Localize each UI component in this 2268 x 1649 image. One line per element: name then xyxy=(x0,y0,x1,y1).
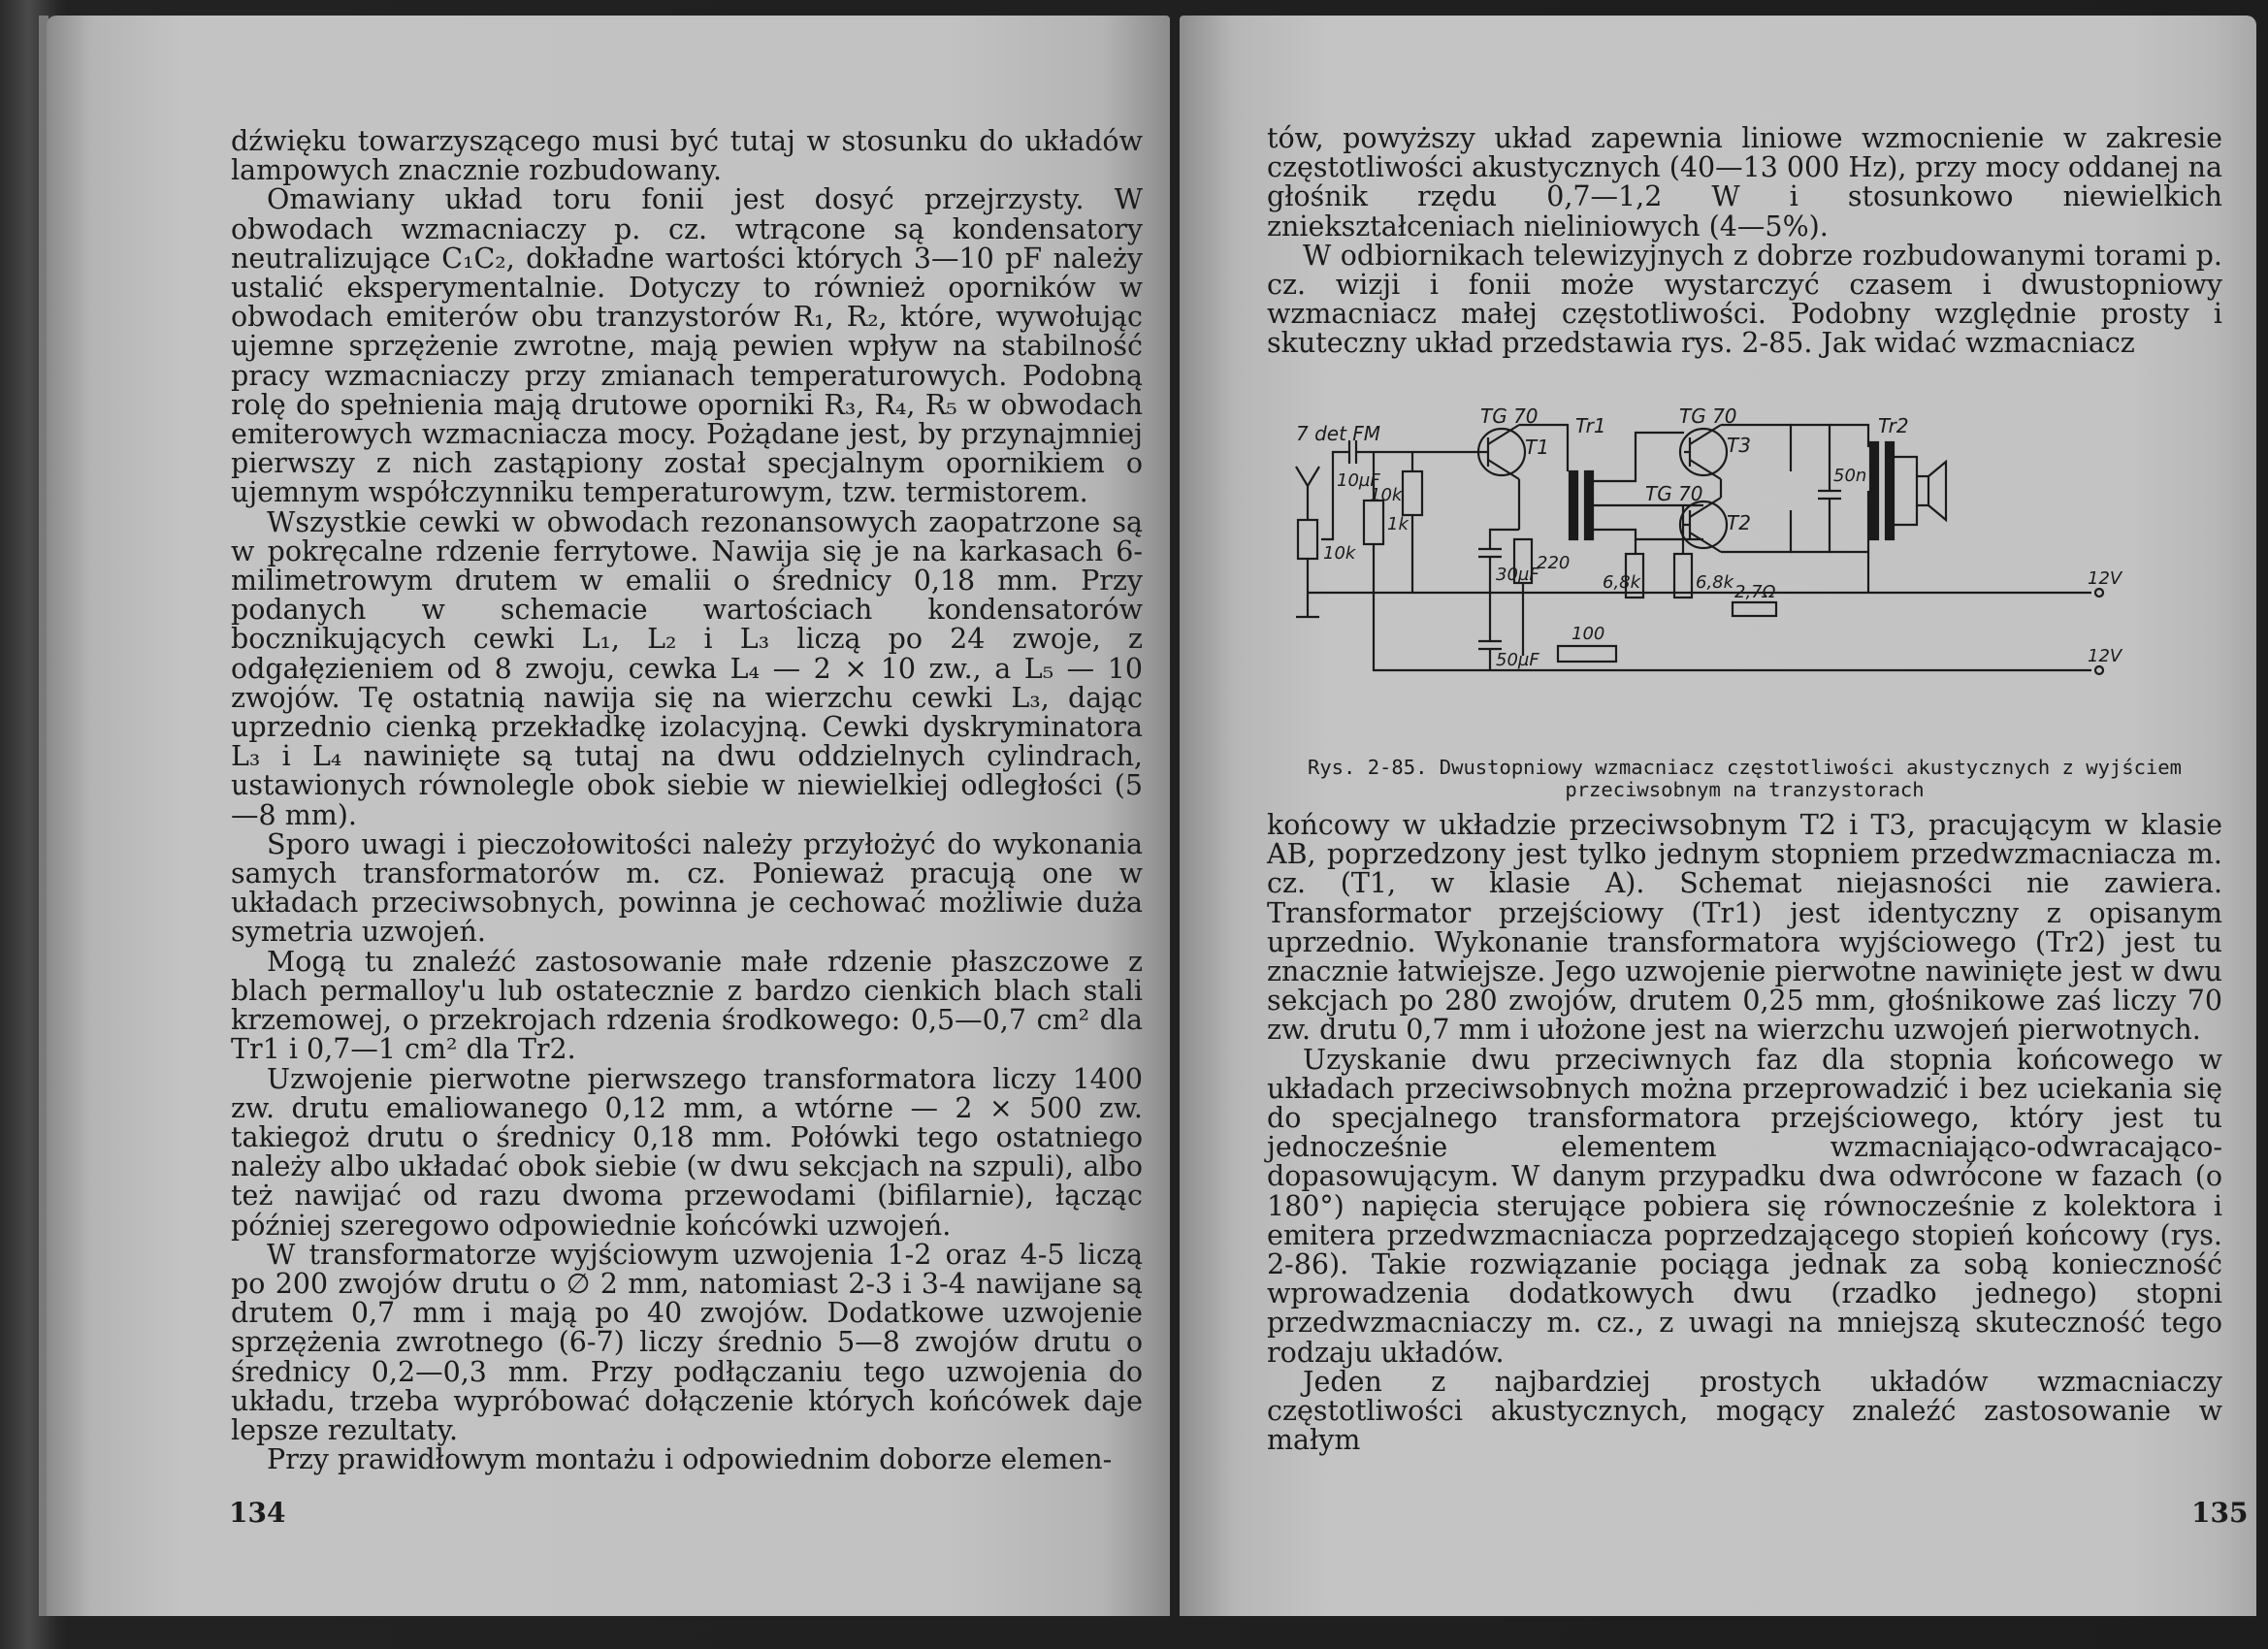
right-page xyxy=(1180,16,2256,1616)
label-c-30: 30µF xyxy=(1496,565,1539,585)
paragraph: Wszystkie cewki w obwodach rezonansowych zaopatrzone są w pokręcalne rdzenie ferrytowe. Nawija się je na karkasach 6-milimetrowym drutem w emalii o średnicy 0,18 mm. Przy podanych w schemacie wartościach kondensatorów bocznikujących cewki L₁, L₂ i L₃ liczą po 24 zwoje, z odgałęzieniem od 8 zwoju, cewka L₄ — 2 × 10 zw., a L₅ — 10 zwojów. Tę ostatnią nawija się na wierzchu cewki L₃, dając uprzednio cienką przekładkę izolacyjną. Cewki dyskryminatora L₃ i L₄ nawinięte są tutaj na dwu oddzielnych cylindrach, ustawionych równolegle obok siebie w niewielkiej odległości (5—8 mm). xyxy=(231,505,1143,831)
label-input: 7 det FM xyxy=(1296,422,1381,445)
tr2-core-primary xyxy=(1870,442,1878,539)
tr1-core-primary xyxy=(1570,471,1577,539)
resistor-1k xyxy=(1364,501,1383,544)
wire xyxy=(1830,425,1868,593)
speaker-cone xyxy=(1928,462,1946,520)
resistor-6k8-b xyxy=(1674,554,1692,598)
tr1-core-secondary xyxy=(1585,471,1593,539)
capacitor-50n xyxy=(1791,425,1841,552)
circuit-figure xyxy=(1277,394,2208,753)
left-page xyxy=(47,16,1170,1616)
label-r-68b: 6,8k xyxy=(1696,572,1734,593)
label-t1: T1 xyxy=(1525,436,1549,459)
paragraph: dźwięku towarzyszącego musi być tutaj w stosunku do układów lampowych znacznie rozbudowany. xyxy=(231,125,1143,187)
right-page-body-top xyxy=(1267,124,2222,359)
label-pot: 10k xyxy=(1323,543,1356,564)
terminal xyxy=(2095,666,2103,674)
potentiometer xyxy=(1298,520,1317,559)
paragraph: W transformatorze wyjściowym uzwojenia 1-2 oraz 4-5 liczą po 200 zwojów drutu o ∅ 2 mm, natomiast 2-3 i 3-4 nawijane są drutem 0,7 mm i mają po 40 zwojów. Dodatkowe uzwojenie sprzężenia zwrotnego (6-7) liczy średnio 5—8 zwojów drutu o średnicy 0,2—0,3 mm. Przy podłączaniu tego uzwojenia do układu, trzeba wypróbować dołączenie których końcówek daje lepsze rezultaty. xyxy=(231,1238,1143,1446)
label-r-220: 220 xyxy=(1537,553,1571,573)
paragraph: Omawiany układ toru fonii jest dosyć przejrzysty. W obwodach wzmacniaczy p. cz. wtrącone są kondensatory neutralizujące C₁C₂, dokładne wartości których 3—10 pF należy ustalić eksperymentalnie. Dotyczy to również oporników w obwodach emiterów obu tranzystorów R₁, R₂, które, wywołując ujemne sprzężenie zwrotne, mają pewien wpływ na stabilność pracy wzmacniaczy przy zmianach temperaturowych. Podobną rolę do spełnienia mają drutowe oporniki R₃, R₄, R₅ w obwodach emiterowych wzmacniacza mocy. Pożądane jest, by przynajmniej pierwszy z nich zastąpiony został specjalnym opornikiem o ujemnym współczynniku temperaturowym, tzw. termistorem. xyxy=(231,183,1143,509)
paragraph: Sporo uwagi i pieczołowitości należy przyłożyć do wykonania samych transformatorów m. cz. Ponieważ pracują one w układach przeciwsobnych, powinna je cechować możliwie duża symetria uzwojeń. xyxy=(231,827,1143,949)
resistor-10k xyxy=(1403,471,1422,515)
paragraph: Uzwojenie pierwotne pierwszego transformatora liczy 1400 zw. drutu emaliowanego 0,12 mm, a wtórne — 2 × 500 zw. takiegoż drutu o średnicy 0,18 mm. Połówki tego ostatniego należy albo układać obok siebie (w dwu sekcjach na szpuli), albo też nawijać od razu dwoma przewodami (bifilarnie), łącząc później szeregowo odpowiednie końcówki uzwojeń. xyxy=(231,1062,1143,1242)
paragraph: W odbiornikach telewizyjnych z dobrze rozbudowanymi torami p. cz. wizji i fonii może wystarczyć czasem i dwustopniowy wzmacniacz małej częstotliwości. Podobny względnie prosty i skuteczny układ przedstawia rys. 2-85. Jak widać wzmacniacz xyxy=(1267,239,2222,360)
label-c-in: 10µF xyxy=(1337,470,1380,491)
speaker-icon xyxy=(1917,476,1928,505)
label-v2: 12V xyxy=(2088,646,2122,666)
label-r-27: 2,7Ω xyxy=(1734,582,1776,602)
label-r-68a: 6,8k xyxy=(1603,572,1641,593)
resistor-100 xyxy=(1558,646,1616,662)
label-tr2: Tr2 xyxy=(1878,414,1909,437)
page-number: 134 xyxy=(229,1497,286,1529)
ground-symbol xyxy=(1296,559,1319,617)
wire xyxy=(1321,452,1349,539)
label-c-50n: 50n xyxy=(1833,466,1867,486)
page-number: 135 xyxy=(2191,1497,2249,1529)
label-r-bias: 10k xyxy=(1370,485,1403,505)
figure-caption: Rys. 2-85. Dwustopniowy wzmacniacz częstotliwości akustycznych z wyjściem przeciwsobnym na tranzystorach xyxy=(1308,756,2182,801)
label-r-100: 100 xyxy=(1571,624,1605,644)
input-symbol xyxy=(1296,467,1319,520)
label-tr1: Tr1 xyxy=(1575,414,1606,437)
label-t1-type: TG 70 xyxy=(1480,404,1539,428)
label-v1: 12V xyxy=(2088,568,2122,589)
right-page-body-bottom xyxy=(1267,811,2222,1455)
terminal xyxy=(2095,589,2103,597)
paragraph: Uzyskanie dwu przeciwnych faz dla stopnia końcowego w układach przeciwsobnych można przeprowadzić i bez uciekania się do specjalnego transformatora przejściowego, który jest tu jednocześnie elementem wzmacniająco-odwracająco-dopasowującym. W danym przypadku dwa odwrócone w fazach (o 180°) napięcia sterujące pobiera się równocześnie z kolektora i emitera przedwzmacniacza poprzedzającego stopień końcowy (rys. 2-86). Takie rozwiązanie pociąga jednak za sobą konieczność wprowadzenia dodatkowych dwu (rzadko jednego) stopni przedwzmacniaczy m. cz., z uwagi na mniejszą skuteczność tego rodzaju układów. xyxy=(1267,1043,2222,1369)
label-t3: T3 xyxy=(1727,434,1751,457)
left-page-body xyxy=(231,127,1143,1474)
resistor-2r7 xyxy=(1733,602,1776,616)
label-r-1k: 1k xyxy=(1387,514,1409,534)
tr2-core-secondary xyxy=(1886,442,1894,539)
paragraph: Przy prawidłowym montażu i odpowiednim doborze elemen- xyxy=(267,1443,1113,1476)
paragraph: Mogą tu znaleźć zastosowanie małe rdzenie płaszczowe z blach permalloy'u lub ostatecznie z bardzo cienkich blach stali krzemowej, o przekrojach rdzenia środkowego: 0,5—0,7 cm² dla Tr1 i 0,7—1 cm² dla Tr2. xyxy=(231,945,1143,1066)
circuit-schematic xyxy=(1277,394,2208,753)
label-t2-type: TG 70 xyxy=(1645,482,1703,505)
paragraph: końcowy w układzie przeciwsobnym T2 i T3, pracującym w klasie AB, poprzedzony jest tylko jednym stopniem przedwzmacniacza m. cz. (T1, w klasie A). Schemat niejasności nie zawiera. Transformator przejściowy (Tr1) jest identyczny z opisanym uprzednio. Wykonanie transformatora wyjściowego (Tr2) jest tu znacznie łatwiejsze. Jego uzwojenie pierwotne nawinięte jest w dwu sekcjach po 280 zwojów, drutem 0,25 mm, głośnikowe zaś liczy 70 zw. drutu 0,7 mm i ułożone jest na wierzchu uzwojeń pierwotnych. xyxy=(1267,809,2222,1047)
label-t3-type: TG 70 xyxy=(1679,404,1737,428)
transistor-t1-leads xyxy=(1432,425,1519,479)
label-t2: T2 xyxy=(1727,511,1751,534)
paragraph: Jeden z najbardziej prostych układów wzmacniaczy częstotliwości akustycznych, mogący znaleźć zastosowanie w małym xyxy=(1267,1365,2222,1457)
label-c-50: 50µF xyxy=(1496,650,1539,670)
wire xyxy=(1894,457,1917,525)
paragraph: tów, powyższy układ zapewnia liniowe wzmocnienie w zakresie częstotliwości akustycznych (40—13 000 Hz), przy mocy oddanej na głośnik rzędu 0,7—1,2 W i stosunkowo niewielkich zniekształceniach nieliniowych (4—5%). xyxy=(1267,122,2222,242)
